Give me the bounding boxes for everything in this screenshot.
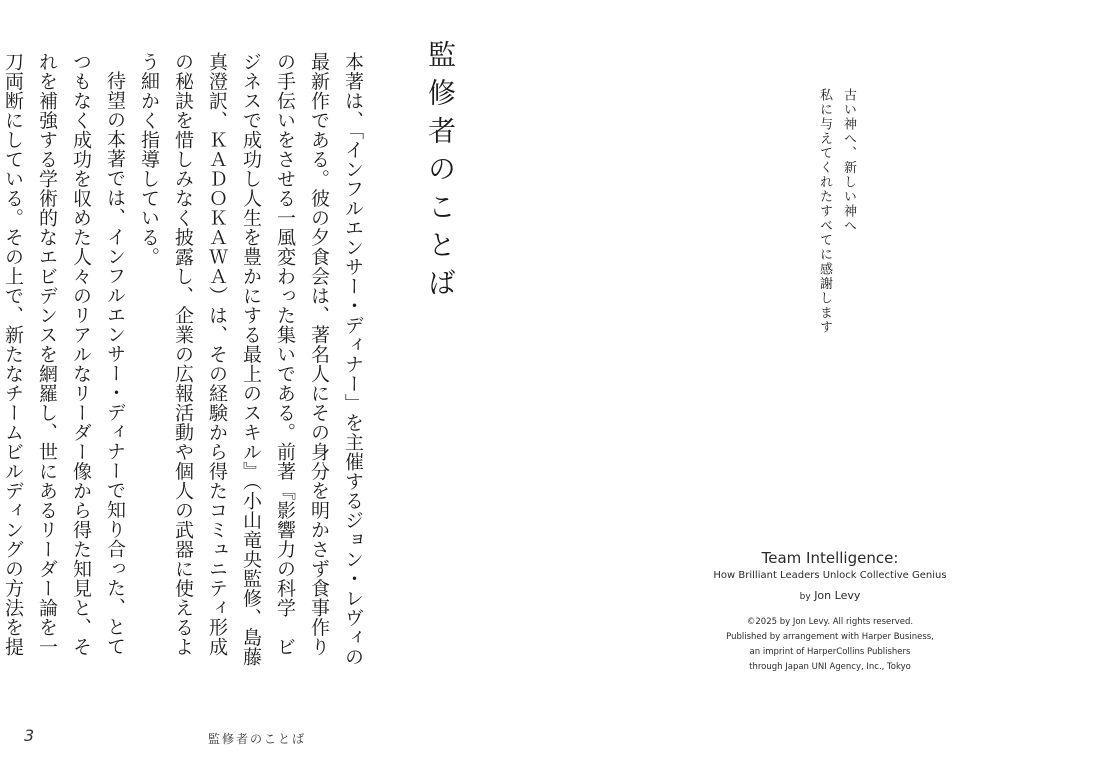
page-number: 3: [24, 726, 35, 745]
rights-line-3: an imprint of HarperCollins Publishers: [749, 647, 911, 657]
section-title: 監修者のことば: [424, 40, 457, 306]
paragraph-1: 本著は、「インフルエンサー・ディナー」を主催するジョン・レヴィの最新作である。彼の夕食会は、著名人にその身分を明かさず食事作りの手伝いをさせる一風変わった集いである。前著『影響力の科学 ビジネスで成功し人生を豊かにする最上のスキル』（小山竜央監修、島藤真澄訳、ＫＡＤＯＫＡＷＡ）は、その経験から得たコミュニティ形成の秘訣を惜しみなく披露し、企業の広報活動や個人の武器に使えるよう細かく指導している。: [138, 52, 364, 667]
book-subtitle: How Brilliant Leaders Unlock Collective Genius: [713, 570, 947, 581]
book-author: [670, 586, 990, 607]
dedication-line-2: 私に与えてくれたすべてに感謝します: [817, 88, 832, 335]
rights-line-4: through Japan UNI Agency, Inc., Tokyo: [749, 662, 911, 672]
book-title: Team Intelligence:: [761, 549, 899, 567]
copyright-block: [670, 548, 990, 675]
rights-line-1: ©2025 by Jon Levy. All rights reserved.: [746, 617, 914, 627]
author-name: Jon Levy: [814, 589, 861, 602]
paragraph-2: 待望の本著では、インフルエンサー・ディナーで知り合った、とてつもなく成功を収めた人々のリアルなリーダー像から得た知見と、それを補強する学術的なエビデンスを網羅し、世にあるリーダー論を一刀両断にしている。その上で、新たなチームビルディングの方法を提: [2, 52, 126, 657]
body-text: [2, 52, 370, 672]
right-page: [550, 0, 1100, 772]
dedication: [800, 88, 860, 335]
author-by: by: [799, 592, 811, 602]
rights-notice: [670, 615, 990, 675]
rights-line-2: Published by arrangement with Harper Business,: [726, 632, 934, 642]
running-head: 監修者のことば: [208, 732, 307, 746]
dedication-line-1: 古い神へ、新しい神へ: [841, 88, 856, 233]
